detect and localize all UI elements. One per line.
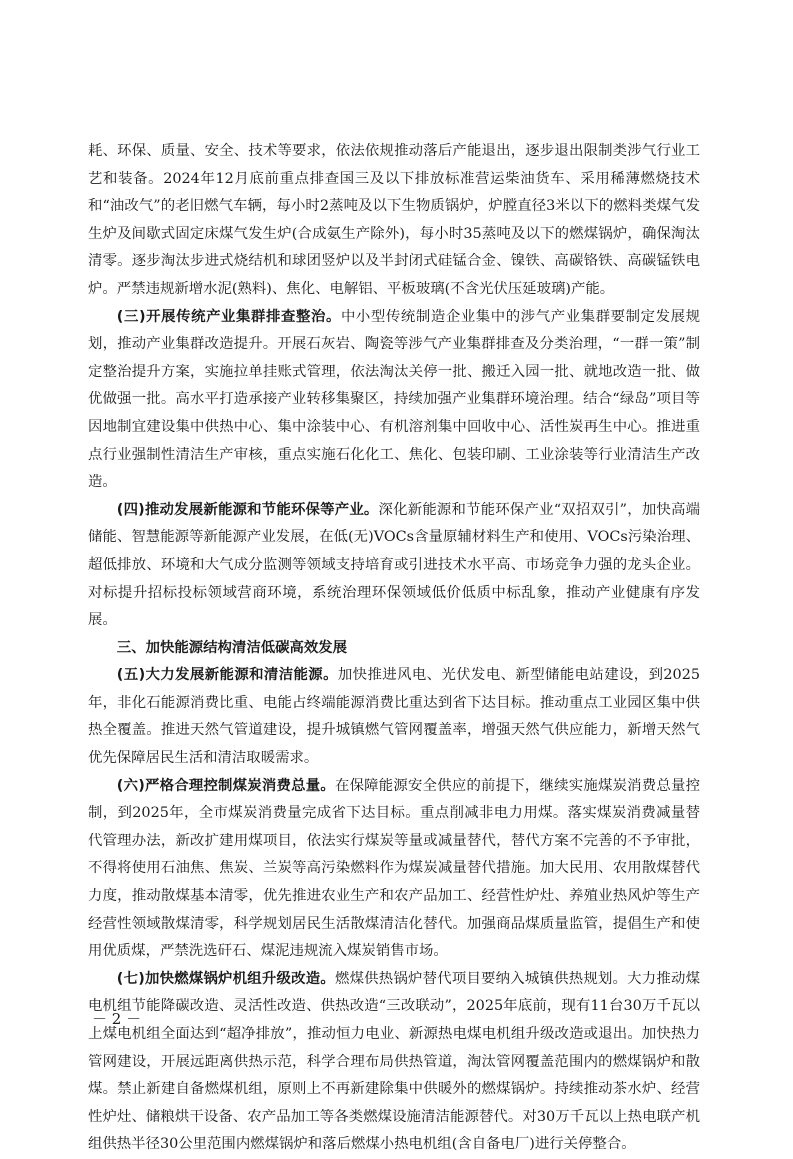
section-lead-3: (三)开展传统产业集群排查整治。	[116, 308, 341, 325]
section-paragraph-3	[88, 304, 700, 497]
section-text-7: 燃煤供热锅炉替代项目要纳入城镇供热规划。大力推动煤电机组节能降碳改造、灵活性改造、供热改造“三改联动”，2025年底前，现有11台30万千瓦以上煤电机组全面达到“超净排放”，推动恒力电业、新源热电煤电机组升级改造或退出。加快热力管网建设，开展远距离供热示范，科学合理布局供热管道，淘汰管网覆盖范围内的燃煤锅炉和散煤。禁止新建自备燃煤机组，原则上不再新建除集中供暖外的燃煤锅炉。持续推动茶水炉、经营性炉灶、储粮烘干设备、农产品加工等各类燃煤设施清洁能源替代。对30万千瓦以上热电联产机组供热半径30公里范围内燃煤锅炉和落后燃煤小热电机组(含自备电厂)进行关停整合。	[88, 970, 700, 1153]
document-body	[88, 138, 700, 1159]
section-text-4: 深化新能源和节能环保产业“双招双引”，加快高端储能、智慧能源等新能源产业发展，在低(无)VOCs含量原辅材料生产和使用、VOCs污染治理、超低排放、环境和大气成分监测等领域支持培育或引进技术水平高、市场竞争力强的龙头企业。对标提升招标投标领域营商环境，系统治理环保领域低价低质中标乱象，推动产业健康有序发展。	[88, 501, 701, 629]
section-paragraph-5	[88, 662, 700, 772]
section-paragraph-6	[88, 773, 700, 966]
section-lead-4: (四)推动发展新能源和节能环保等产业。	[116, 501, 379, 518]
section-lead-6: (六)严格合理控制煤炭消费总量。	[116, 777, 335, 794]
section-text-5: 加快推进风电、光伏发电、新型储能电站建设，到2025年，非化石能源消费比重、电能占终端能源消费比重达到省下达目标。推动重点工业园区集中供热全覆盖。推进天然气管道建设，提升城镇燃气管网覆盖率，增强天然气供应能力，新增天然气优先保障居民生活和清洁取暖需求。	[88, 667, 701, 767]
section-text-6: 在保障能源安全供应的前提下，继续实施煤炭消费总量控制，到2025年，全市煤炭消费量完成省下达目标。重点削减非电力用煤。落实煤炭消费减量替代管理办法，新改扩建用煤项目，依法实行煤炭等量或减量替代，替代方案不完善的不予审批，不得将使用石油焦、焦炭、兰炭等高污染燃料作为煤炭减量替代措施。加大民用、农用散煤替代力度，推动散煤基本清零，优先推进农业生产和农产品加工、经营性炉灶、养殖业热风炉等生产经营性领域散煤清零，科学规划居民生活散煤清洁化替代。加强商品煤质量监管，提倡生产和使用优质煤，严禁洗选矸石、煤泥违规流入煤炭销售市场。	[88, 777, 700, 960]
section-text-3: 中小型传统制造企业集中的涉气产业集群要制定发展规划，推动产业集群改造提升。开展石灰岩、陶瓷等涉气产业集群排查及分类治理，“一群一策”制定整治提升方案，实施拉单挂账式管理，依法淘汰关停一批、搬迁入园一批、就地改造一批、做优做强一批。高水平打造承接产业转移集聚区，持续加强产业集群环境治理。结合“绿岛”项目等因地制宜建设集中供热中心、集中涂装中心、有机溶剂集中回收中心、活性炭再生中心。推进重点行业强制性清洁生产审核，重点实施石化化工、焦化、包装印刷、工业涂装等行业清洁生产改造。	[88, 308, 700, 491]
section-paragraph-4	[88, 497, 700, 635]
section-paragraph-7	[88, 966, 700, 1159]
section-heading-3: 三、加快能源结构清洁低碳高效发展	[116, 639, 348, 656]
section-lead-7: (七)加快燃煤锅炉机组升级改造。	[116, 970, 335, 987]
page-number: － 2 －	[92, 1010, 142, 1028]
section-lead-5: (五)大力发展新能源和清洁能源。	[116, 667, 338, 684]
continued-paragraph: 耗、环保、质量、安全、技术等要求，依法依规推动落后产能退出，逐步退出限制类涉气行业工艺和装备。2024年12月底前重点排查国三及以下排放标准营运柴油货车、采用稀薄燃烧技术和“油改气”的老旧燃气车辆，每小时2蒸吨及以下生物质锅炉，炉膛直径3米以下的燃料类煤气发生炉及间歇式固定床煤气发生炉(合成氨生产除外)，每小时35蒸吨及以下的燃煤锅炉，确保淘汰清零。逐步淘汰步进式烧结机和球团竖炉以及半封闭式硅锰合金、镍铁、高碳铬铁、高碳锰铁电炉。严禁违规新增水泥(熟料)、焦化、电解铝、平板玻璃(不含光伏压延玻璃)产能。	[88, 143, 700, 297]
